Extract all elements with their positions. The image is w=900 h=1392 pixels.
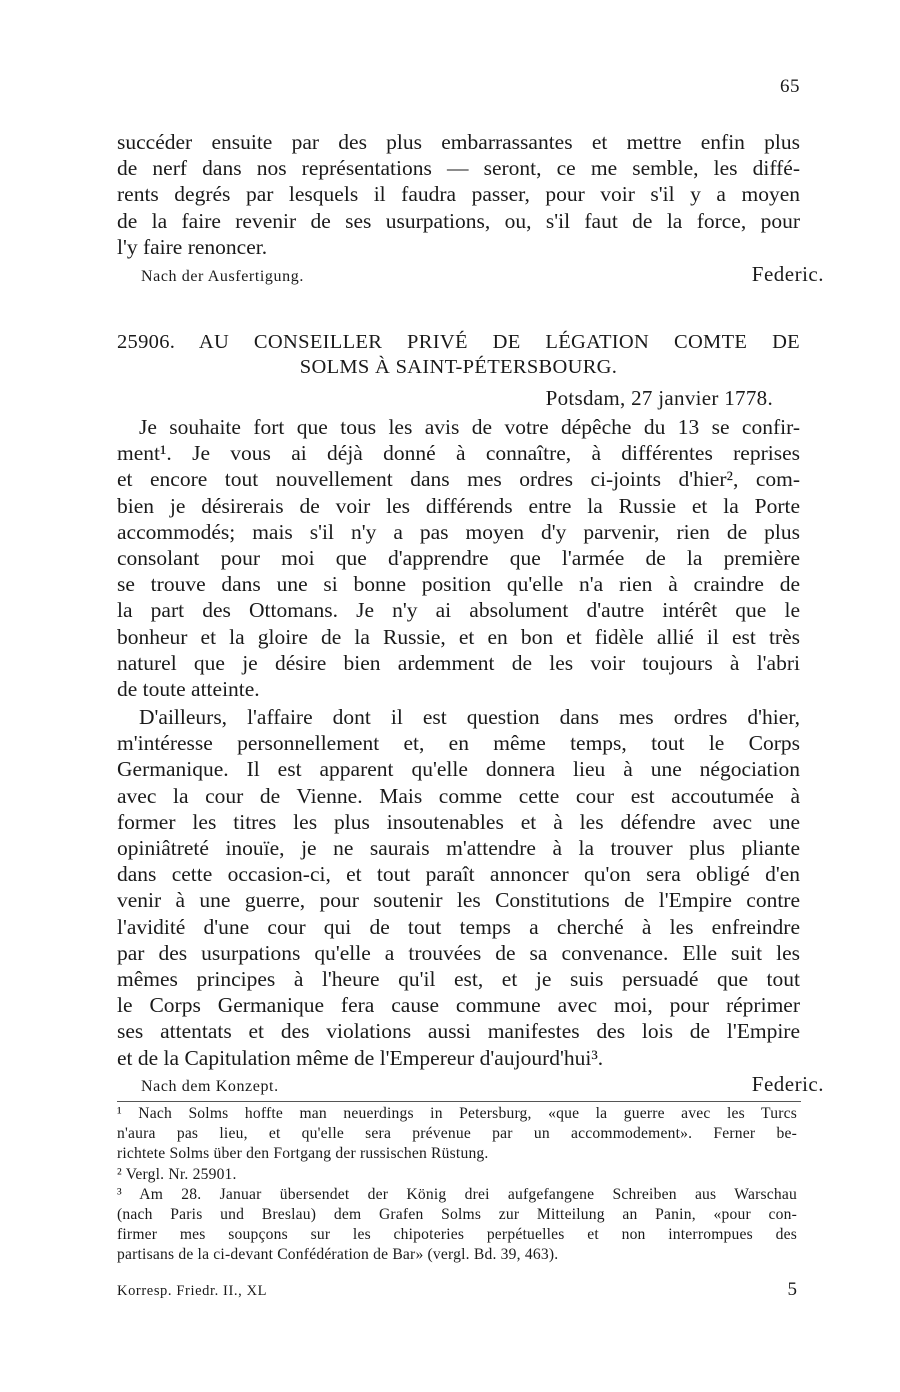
source-line-2 xyxy=(117,1072,850,1097)
page-number: 65 xyxy=(780,76,800,97)
paragraph-2 xyxy=(117,704,800,1071)
text-line: bien je désirerais de voir les différends entre la Russie et la Porte xyxy=(117,493,800,518)
text-line: l'avidité d'une cour qui de tout temps a cherché à les enfreindre xyxy=(117,914,800,939)
footnote-line: firmer mes soupçons sur les chipoteries perpétuelles et non interrompues des xyxy=(117,1226,797,1244)
text-line: se trouve dans une si bonne position qu'elle n'a rien à craindre de xyxy=(117,572,800,597)
text-line: par des usurpations qu'elle a trouvées de sa convenance. Elle suit les xyxy=(117,940,800,965)
text-line: accommodés; mais s'il n'y a pas moyen d'y parvenir, rien de plus xyxy=(117,519,800,544)
footnote-line: ¹ Nach Solms hoffte man neuerdings in Petersburg, «que la guerre avec les Turcs xyxy=(117,1105,797,1122)
text-line: Je souhaite fort que tous les avis de votre dépêche du 13 se confir- xyxy=(139,415,800,439)
footnote-line: ³ Am 28. Januar übersendet der König drei aufgefangene Schreiben aus Warschau xyxy=(117,1185,797,1203)
text-line: rents degrés par lesquels il faudra passer, pour voir s'il y a moyen xyxy=(117,182,800,207)
footnote-2 xyxy=(117,1165,797,1185)
dateline: Potsdam, 27 janvier 1778. xyxy=(545,386,773,410)
heading-line-2: SOLMS À SAINT-PÉTERSBOURG. xyxy=(299,356,618,378)
signature: Federic. xyxy=(751,1072,824,1096)
text-line: mêmes principes à l'heure qu'il est, et je suis persuadé que tout xyxy=(117,967,800,992)
text-line: former les titres les plus insoutenables et à les défendre avec une xyxy=(117,809,800,834)
text-line: consolant pour moi que d'apprendre que l'armée de la première xyxy=(117,546,800,571)
footnote-line: n'aura pas lieu, et qu'elle sera prévenue par un accommodement». Ferner be- xyxy=(117,1125,797,1143)
footnote-1 xyxy=(117,1104,797,1165)
footer-reference: Korresp. Friedr. II., XL xyxy=(117,1283,268,1299)
paragraph-1 xyxy=(117,414,800,702)
text-line: D'ailleurs, l'affaire dont il est question dans mes ordres d'hier, xyxy=(139,705,800,729)
text-line: de toute atteinte. xyxy=(117,677,260,702)
text-line: et encore tout nouvellement dans mes ordres ci-joints d'hier², com- xyxy=(117,467,800,492)
text-line: de la faire revenir de ses usurpations, ou, s'il faut de la force, pour xyxy=(117,208,800,233)
source-note: Nach der Ausfertigung. xyxy=(141,268,304,285)
page-footer xyxy=(117,1279,797,1301)
text-line: l'y faire renoncer. xyxy=(117,234,268,259)
text-line: bonheur et la gloire de la Russie, et en bon et fidèle allié il est très xyxy=(117,624,800,649)
footnote-line: (nach Paris und Breslau) dem Grafen Solms zur Mitteilung an Panin, «pour con- xyxy=(117,1206,797,1224)
text-line: la part des Ottomans. Je n'y ai absolument d'autre intérêt que le xyxy=(117,598,800,623)
text-line: et de la Capitulation même de l'Empereur d'aujourd'hui³. xyxy=(117,1045,604,1070)
text-line: ses attentats et des violations aussi manifestes des lois de l'Empire xyxy=(117,1019,800,1044)
continuation-text xyxy=(117,129,800,260)
text-line: opiniâtreté inouïe, je ne saurais m'attendre à la trouver plus pliante xyxy=(117,836,800,861)
heading-line-1: 25906. AU CONSEILLER PRIVÉ DE LÉGATION COMTE DE xyxy=(117,331,800,353)
text-line: le Corps Germanique fera cause commune avec moi, pour réprimer xyxy=(117,993,800,1018)
text-line: Germanique. Il est apparent qu'elle donnera lieu à une négociation xyxy=(117,757,800,782)
footer-signature-mark: 5 xyxy=(787,1279,797,1300)
text-line: dans cette occasion-ci, et tout paraît annoncer qu'on sera obligé d'en xyxy=(117,862,800,887)
source-line-1 xyxy=(117,262,850,287)
source-note: Nach dem Konzept. xyxy=(141,1078,279,1095)
footnote-rule xyxy=(117,1101,801,1102)
footnote-line: richtete Solms über den Fortgang der russischen Rüstung. xyxy=(117,1145,489,1163)
text-line: naturel que je désire bien ardemment de les voir toujours à l'abri xyxy=(117,650,800,675)
text-line: ment¹. Je vous ai déjà donné à connaître, à différentes reprises xyxy=(117,441,800,466)
document-heading xyxy=(117,330,800,380)
footnote-3 xyxy=(117,1185,797,1266)
text-line: de nerf dans nos représentations — seront, ce me semble, les diffé- xyxy=(117,156,800,181)
signature: Federic. xyxy=(751,262,824,286)
text-line: venir à une guerre, pour soutenir les Constitutions de l'Empire contre xyxy=(117,888,800,913)
footnotes xyxy=(117,1104,797,1266)
text-line: m'intéresse personnellement et, en même temps, tout le Corps xyxy=(117,731,800,756)
footnote-line: partisans de la ci-devant Confédération de Bar» (vergl. Bd. 39, 463). xyxy=(117,1246,559,1264)
text-line: avec la cour de Vienne. Mais comme cette cour est accoutumée à xyxy=(117,783,800,808)
footnote-line: ² Vergl. Nr. 25901. xyxy=(117,1165,237,1183)
text-line: succéder ensuite par des plus embarrassantes et mettre enfin plus xyxy=(117,130,800,154)
